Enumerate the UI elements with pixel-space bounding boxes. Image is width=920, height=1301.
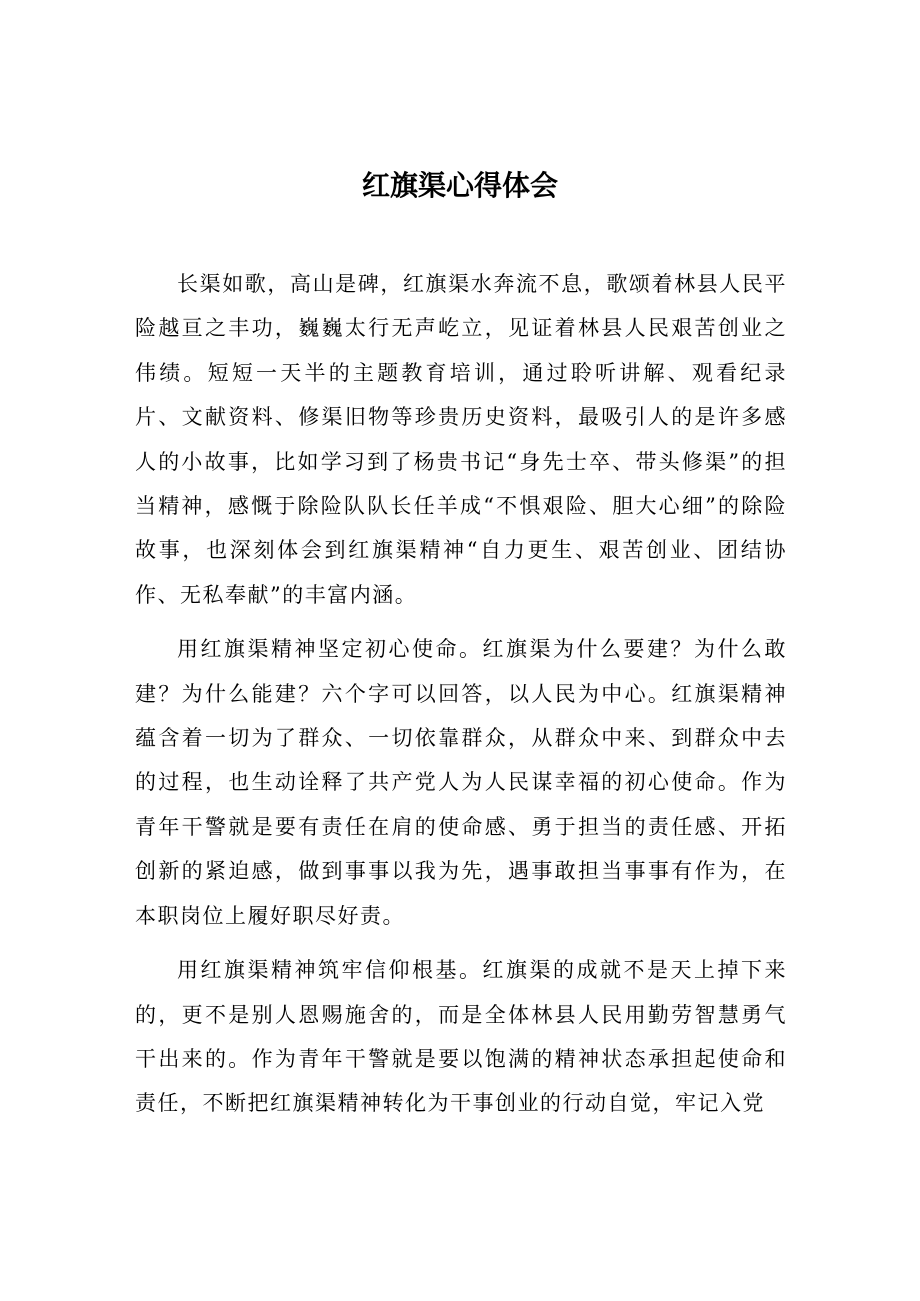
- document-title: 红旗渠心得体会: [361, 169, 558, 202]
- paragraph-intro: 长渠如歌，高山是碑，红旗渠水奔流不息，歌颂着林县人民平险越亘之丰功，巍巍太行无声屹立，见证着林县人民艰苦创业之伟绩。短短一天半的主题教育培训，通过聆听讲解、观看纪录片、文献资料、修渠旧物等珍贵历史资料，最吸引人的是许多感人的小故事，比如学习到了杨贵书记“身先士卒、带头修渠”的担当精神，感慨于除险队队长任羊成“不惧艰险、胆大心细”的除险故事，也深刻体会到红旗渠精神“自力更生、艰苦创业、团结协作、无私奉献”的丰富内涵。: [135, 272, 787, 607]
- paragraph-mission: 用红旗渠精神坚定初心使命。红旗渠为什么要建？为什么敢建？为什么能建？六个字可以回答，以人民为中心。红旗渠精神蕴含着一切为了群众、一切依靠群众，从群众中来、到群众中去的过程，也生动诠释了共产党人为人民谋幸福的初心使命。作为青年干警就是要有责任在肩的使命感、勇于担当的责任感、开拓创新的紧迫感，做到事事以我为先，遇事敢担当事事有作为，在本职岗位上履好职尽好责。: [135, 637, 787, 928]
- paragraph-faith: 用红旗渠精神筑牢信仰根基。红旗渠的成就不是天上掉下来的，更不是别人恩赐施舍的，而是全体林县人民用勤劳智慧勇气干出来的。作为青年干警就是要以饱满的精神状态承担起使命和责任，不断把红旗渠精神转化为干事创业的行动自觉，牢记入党: [135, 958, 787, 1116]
- document-body: [135, 262, 787, 1126]
